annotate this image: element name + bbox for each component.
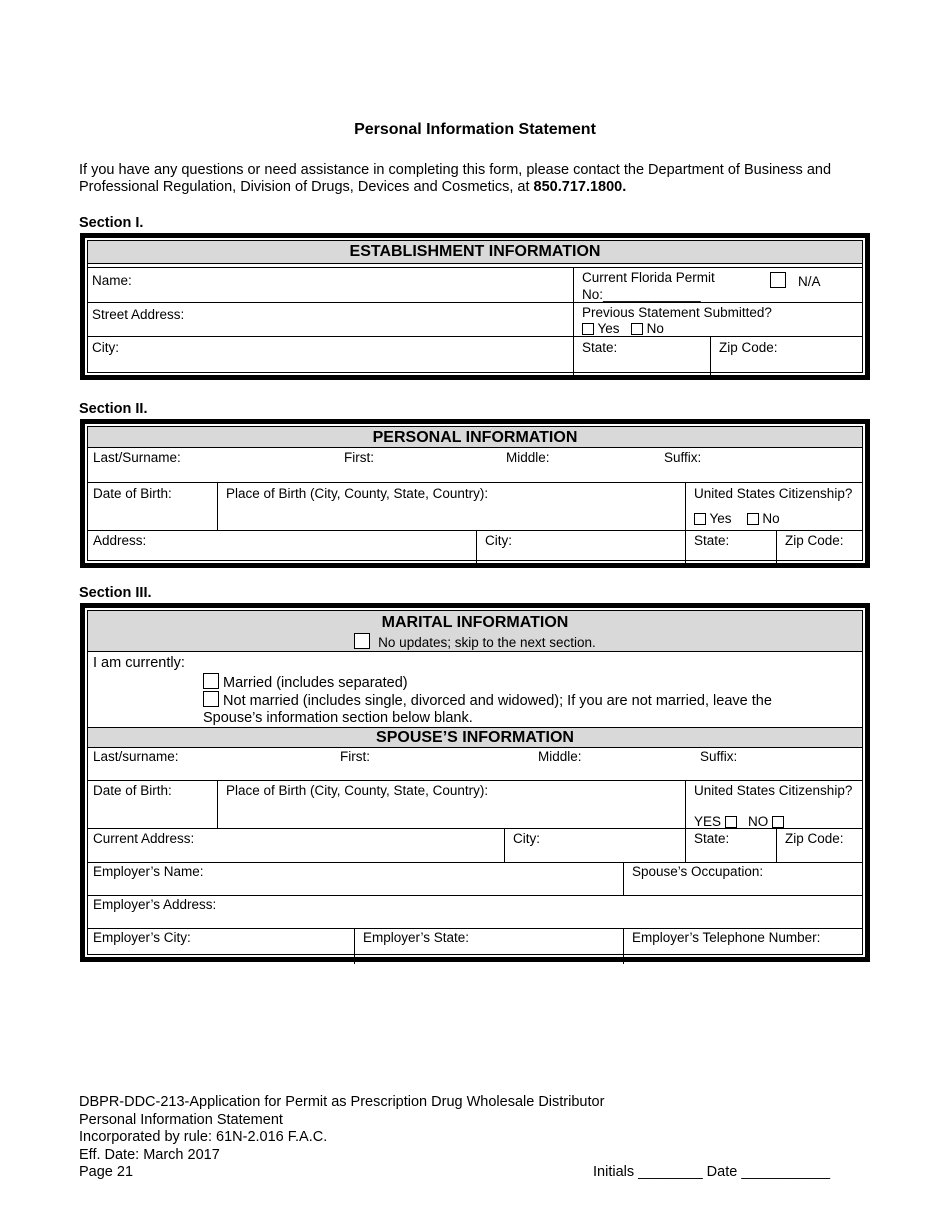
previous-statement-options [582, 321, 664, 336]
employer-name-label: Employer’s Name: [93, 864, 204, 879]
page-title: Personal Information Statement [354, 121, 596, 138]
spouse-last-label: Last/surname: [93, 749, 179, 764]
marital-header [88, 611, 862, 652]
spouse-citizenship-options [694, 814, 784, 829]
spouse-zip-label: Zip Code: [785, 831, 844, 846]
citizenship-no-label: No [762, 511, 780, 526]
previous-yes-label: Yes [597, 321, 620, 336]
employer-phone-label: Employer’s Telephone Number: [632, 930, 821, 945]
previous-statement-label: Previous Statement Submitted? [582, 305, 772, 320]
spouse-middle-label: Middle: [538, 749, 582, 764]
spouse-pob-label: Place of Birth (City, County, State, Country): [226, 783, 489, 798]
permit-number-field[interactable]: No:_____________ [582, 287, 701, 302]
spouse-yes-checkbox[interactable] [725, 816, 737, 828]
not-married-checkbox[interactable] [203, 691, 219, 707]
spouse-suffix-label: Suffix: [700, 749, 738, 764]
place-of-birth-label: Place of Birth (City, County, State, Country): [226, 486, 489, 501]
section-1-label: Section I. [79, 215, 144, 231]
spouse-dob-label: Date of Birth: [93, 783, 172, 798]
spouse-yes-label: YES [694, 814, 722, 829]
citizenship-options [694, 511, 780, 526]
last-surname-label: Last/Surname: [93, 450, 181, 465]
citizenship-label: United States Citizenship? [694, 486, 853, 501]
no-updates-row [88, 633, 862, 651]
footer-form-id: DBPR-DDC-213-Application for Permit as Prescription Drug Wholesale Distributor [79, 1094, 605, 1110]
citizenship-no-checkbox[interactable] [747, 513, 759, 525]
suffix-label: Suffix: [664, 450, 702, 465]
no-updates-label: No updates; skip to the next section. [378, 635, 596, 650]
spouse-state-label: State: [694, 831, 730, 846]
spouse-citizenship-label: United States Citizenship? [694, 783, 853, 798]
spouse-header: SPOUSE’S INFORMATION [88, 727, 862, 748]
spouse-no-label: NO [748, 814, 769, 829]
employer-address-label: Employer’s Address: [93, 897, 217, 912]
establishment-zip-label: Zip Code: [719, 340, 778, 355]
permit-label: Current Florida Permit [582, 270, 715, 285]
establishment-name-label: Name: [92, 273, 132, 288]
spouse-city-label: City: [513, 831, 540, 846]
dob-label: Date of Birth: [93, 486, 172, 501]
na-label: N/A [798, 274, 821, 289]
personal-info-box [80, 419, 870, 568]
zip-code-label: Zip Code: [785, 533, 844, 548]
previous-no-checkbox[interactable] [631, 323, 643, 335]
first-name-label: First: [344, 450, 374, 465]
marital-info-box [80, 603, 870, 962]
spouse-address-label: Current Address: [93, 831, 195, 846]
spouse-no-checkbox[interactable] [772, 816, 784, 828]
footer-form-name: Personal Information Statement [79, 1111, 283, 1128]
personal-header: PERSONAL INFORMATION [88, 427, 862, 448]
intro-paragraph [79, 162, 879, 196]
street-address-label: Street Address: [92, 307, 185, 322]
middle-name-label: Middle: [506, 450, 550, 465]
address-label: Address: [93, 533, 147, 548]
not-married-label: Not married (includes single, divorced and widowed); If you are not married, leave the [223, 693, 772, 709]
establishment-header: ESTABLISHMENT INFORMATION [88, 241, 862, 264]
citizenship-yes-checkbox[interactable] [694, 513, 706, 525]
married-option [203, 673, 408, 691]
not-married-option [203, 691, 772, 709]
spouse-occupation-label: Spouse’s Occupation: [632, 864, 764, 879]
no-updates-checkbox[interactable] [354, 633, 370, 649]
establishment-info-box [80, 233, 870, 380]
married-checkbox[interactable] [203, 673, 219, 689]
marital-title: MARITAL INFORMATION [381, 614, 569, 631]
section-3-label: Section III. [79, 585, 152, 601]
previous-yes-checkbox[interactable] [582, 323, 594, 335]
citizenship-yes-label: Yes [709, 511, 732, 526]
footer-eff-date: Eff. Date: March 2017 [79, 1146, 220, 1163]
spouse-first-label: First: [340, 749, 370, 764]
na-checkbox[interactable] [770, 272, 786, 288]
previous-no-label: No [646, 321, 664, 336]
initials-date-line[interactable]: Initials ________ Date ___________ [593, 1164, 831, 1180]
employer-state-label: Employer’s State: [363, 930, 470, 945]
not-married-label-2: Spouse’s information section below blank. [203, 710, 473, 726]
state-label: State: [694, 533, 730, 548]
phone-number: 850.717.1800. [533, 179, 627, 195]
employer-city-label: Employer’s City: [93, 930, 191, 945]
intro-text: If you have any questions or need assistance in completing this form, please contact the Department of Business and Professional Regulation, Division of Drugs, Devices and Cosmetics, at [79, 162, 832, 195]
currently-label: I am currently: [93, 655, 185, 671]
married-label: Married (includes separated) [223, 675, 408, 691]
footer-page-number: Page 21 [79, 1164, 134, 1180]
footer [79, 1094, 604, 1182]
establishment-city-label: City: [92, 340, 119, 355]
city-label: City: [485, 533, 512, 548]
establishment-state-label: State: [582, 340, 618, 355]
footer-rule: Incorporated by rule: 61N-2.016 F.A.C. [79, 1129, 328, 1145]
section-2-label: Section II. [79, 401, 148, 417]
